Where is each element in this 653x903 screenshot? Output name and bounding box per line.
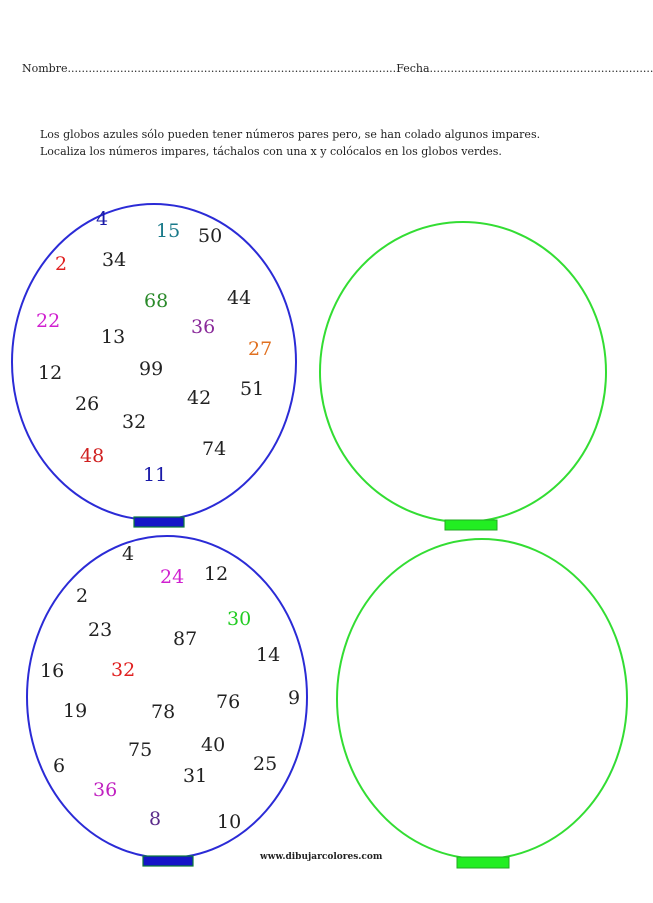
balloon-2-number[interactable]: 4 (122, 543, 135, 565)
balloon-1-number[interactable]: 34 (102, 249, 127, 271)
balloon-1-number[interactable]: 2 (55, 253, 68, 275)
balloon-2-number[interactable]: 10 (217, 811, 242, 833)
name-blank[interactable]: .............................................................................................. (67, 62, 397, 75)
balloon-2-number[interactable]: 25 (253, 753, 278, 775)
balloon-1-number[interactable]: 48 (80, 445, 105, 467)
balloon-1-number[interactable]: 12 (38, 362, 63, 384)
balloon-2-number[interactable]: 6 (53, 755, 66, 777)
balloon-1-number[interactable]: 50 (198, 225, 223, 247)
balloon-1-number[interactable]: 4 (96, 208, 109, 230)
instructions-line-2: Localiza los números impares, táchalos con una x y colócalos en los globos verdes. (40, 145, 502, 158)
blue-balloon-1-knot (134, 517, 184, 527)
balloon-2-number[interactable]: 8 (149, 808, 162, 830)
balloon-1-number[interactable]: 36 (191, 316, 216, 338)
balloon-2-number[interactable]: 87 (173, 628, 198, 650)
instructions-line-1: Los globos azules sólo pueden tener números pares pero, se han colado algunos impares. (40, 128, 541, 141)
balloon-1-number[interactable]: 27 (248, 338, 273, 360)
balloon-1-number[interactable]: 44 (227, 287, 252, 309)
balloon-1-number[interactable]: 42 (187, 387, 212, 409)
blue-balloon-2-knot (143, 856, 193, 866)
green-balloon-1[interactable] (320, 222, 606, 522)
balloon-1-number[interactable]: 22 (36, 310, 61, 332)
date-blank[interactable]: ................................................................ (429, 62, 653, 75)
balloon-2-number[interactable]: 9 (288, 687, 301, 709)
balloon-1-number[interactable]: 74 (202, 438, 227, 460)
balloon-1-number[interactable]: 15 (156, 220, 181, 242)
balloon-1-number[interactable]: 26 (75, 393, 100, 415)
balloon-2-number[interactable]: 40 (201, 734, 226, 756)
green-balloon-2[interactable] (337, 539, 627, 859)
balloon-2-number[interactable]: 78 (151, 701, 176, 723)
balloon-1-number[interactable]: 68 (144, 290, 169, 312)
green-balloon-1-knot (445, 520, 497, 530)
balloon-1-number[interactable]: 11 (143, 464, 168, 486)
balloon-2-number[interactable]: 16 (40, 660, 65, 682)
balloon-2-number[interactable]: 30 (227, 608, 252, 630)
balloon-1-number[interactable]: 32 (122, 411, 147, 433)
balloon-2-number[interactable]: 12 (204, 563, 229, 585)
website-credit: www.dibujarcolores.com (260, 852, 383, 862)
balloon-2-number[interactable]: 36 (93, 779, 118, 801)
balloon-2-number[interactable]: 14 (256, 644, 281, 666)
balloon-2-number[interactable]: 76 (216, 691, 241, 713)
balloon-2-number[interactable]: 19 (63, 700, 88, 722)
balloon-1-number[interactable]: 13 (101, 326, 126, 348)
balloon-2-number[interactable]: 32 (111, 659, 136, 681)
name-label: Nombre (22, 62, 68, 75)
balloon-1-number[interactable]: 99 (139, 358, 164, 380)
balloon-2-number[interactable]: 2 (76, 585, 89, 607)
balloon-2-number[interactable]: 75 (128, 739, 153, 761)
balloon-2-number[interactable]: 23 (88, 619, 113, 641)
balloon-2-number[interactable]: 24 (160, 566, 185, 588)
green-balloon-2-knot (457, 857, 509, 868)
balloon-2-number[interactable]: 31 (183, 765, 208, 787)
balloon-1-number[interactable]: 51 (240, 378, 265, 400)
date-label: Fecha (396, 62, 430, 75)
